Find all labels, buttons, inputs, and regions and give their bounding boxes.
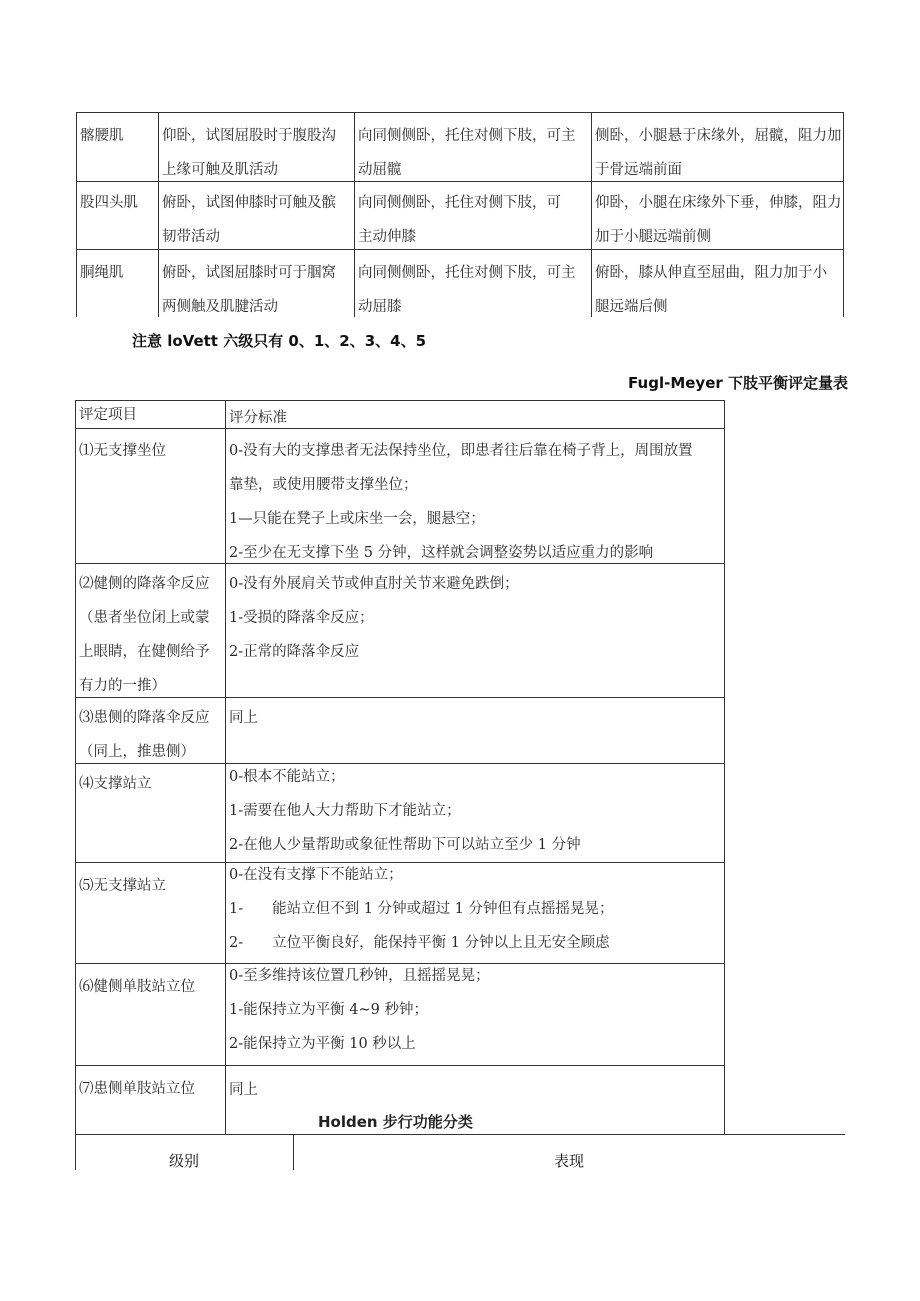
text-line: 于骨远端前面: [595, 162, 682, 178]
muscle-grade1: [162, 186, 336, 254]
text-line: 0-根本不能站立；: [229, 769, 345, 785]
text-line: 动屈膝: [358, 299, 402, 315]
text-line: 俯卧，试图伸膝时可触及髌: [162, 195, 336, 211]
text-line: ⑺患侧单肢站立位: [79, 1081, 195, 1097]
text-line: 韧带活动: [162, 229, 220, 245]
text-line: 同上: [229, 710, 258, 726]
table-border: [75, 428, 725, 429]
muscle-name: 髂腰肌: [80, 128, 124, 144]
column-header-criteria: 评分标准: [229, 410, 287, 426]
scoring-criteria: [229, 858, 614, 960]
text-line: 加于小腿远端前侧: [595, 229, 711, 245]
table-border: [225, 400, 226, 1135]
text-line: 仰卧，试图屈股时于腹股沟: [162, 128, 336, 144]
muscle-grade2: [358, 119, 576, 187]
holden-title: [318, 1111, 473, 1132]
text-line: ⑹健侧单肢站立位: [79, 979, 195, 995]
text-line: 2-至少在无支撑下坐 5 分钟，这样就会调整姿势以适应重力的影响: [229, 545, 654, 561]
muscle-grade3: [595, 186, 842, 254]
header-text: 评定项目: [79, 407, 137, 423]
column-header-performance: 表现: [553, 1152, 584, 1170]
text-line: 动屈髋: [358, 162, 402, 178]
text-line: ⑴无支撑坐位: [79, 443, 166, 459]
text-line: 2-正常的降落伞反应: [229, 644, 360, 660]
holden-title-text: Holden 步行功能分类: [318, 1113, 473, 1131]
scoring-criteria: [229, 701, 258, 735]
text-line: （同上，推患侧）: [79, 744, 195, 760]
table-border: [75, 1134, 845, 1135]
text-line: 2-在他人少量帮助或象征性帮助下可以站立至少 1 分钟: [229, 837, 581, 853]
text-line: 向同侧侧卧，托住对侧下肢，可主: [358, 128, 576, 144]
text-line: ⑷支撑站立: [79, 776, 152, 792]
assessment-item: [79, 767, 152, 801]
text-line: 有力的一推）: [79, 678, 166, 694]
scoring-criteria: [229, 567, 519, 669]
table-border: [76, 112, 844, 113]
table-border: [75, 1065, 725, 1066]
lovett-note: 注意 loVett 六级只有 0、1、2、3、4、5: [132, 332, 427, 350]
text-line: 上眼睛，在健侧给予: [79, 644, 210, 660]
text-line: 上缘可触及肌活动: [162, 162, 278, 178]
assessment-item: [79, 434, 166, 468]
text-line: 靠垫，或使用腰带支撑坐位；: [229, 477, 418, 493]
text-line: 俯卧，膝从伸直至屈曲，阻力加于小: [595, 265, 827, 281]
text-line: 2-能保持立为平衡 10 秒以上: [229, 1036, 416, 1052]
muscle-grade3: [595, 119, 842, 187]
text-line: 两侧触及肌腱活动: [162, 299, 278, 315]
scoring-criteria: [229, 434, 693, 570]
muscle-name: 股四头肌: [80, 195, 138, 211]
text-line: ⑸无支撑站立: [79, 878, 166, 894]
muscle-grade3: [595, 256, 827, 324]
assessment-item: [79, 567, 210, 703]
text-line: 1—只能在凳子上或床坐一会，腿悬空；: [229, 511, 485, 527]
text-line: 同上: [229, 1082, 258, 1098]
scoring-criteria: [229, 1073, 258, 1107]
text-line: 0-没有大的支撑患者无法保持坐位，即患者往后靠在椅子背上，周围放置: [229, 443, 693, 459]
muscle-grade2: [358, 256, 576, 324]
text-line: 1-需要在他人大力帮助下才能站立；: [229, 803, 461, 819]
scoring-criteria: [229, 760, 581, 862]
assessment-item: [79, 970, 195, 1004]
text-line: ⑵健侧的降落伞反应: [79, 576, 210, 592]
muscle-grade1: [162, 256, 336, 324]
assessment-item: [79, 869, 166, 903]
muscle-grade1: [162, 119, 336, 187]
table-border: [591, 112, 592, 317]
scoring-criteria: [229, 959, 490, 1061]
table-border: [76, 112, 77, 317]
table-border: [75, 400, 725, 401]
text-line: 1-受损的降落伞反应；: [229, 610, 374, 626]
muscle-grade2: [358, 186, 561, 254]
table-border: [354, 112, 355, 317]
column-header-item: [79, 398, 137, 432]
table-border: [158, 112, 159, 317]
text-line: 1-能保持立为平衡 4~9 秒钟；: [229, 1002, 428, 1018]
assessment-item: [79, 701, 210, 769]
column-header-level: 级别: [168, 1152, 199, 1170]
fugl-meyer-title: Fugl-Meyer 下肢平衡评定量表: [628, 374, 848, 392]
text-line: ⑶患侧的降落伞反应: [79, 710, 210, 726]
text-line: （患者坐位闭上或蒙: [79, 610, 210, 626]
text-line: 腿远端后侧: [595, 299, 668, 315]
table-border: [724, 400, 725, 1135]
text-line: 俯卧，试图屈膝时可于腘窝: [162, 265, 336, 281]
text-line: 侧卧，小腿悬于床缘外，屈髋，阻力加: [595, 128, 842, 144]
text-line: 向同侧侧卧，托住对侧下肢，可: [358, 195, 561, 211]
text-line: 1- 能站立但不到 1 分钟或超过 1 分钟但有点摇摇晃晃；: [229, 901, 614, 917]
text-line: 主动伸膝: [358, 229, 416, 245]
text-line: 2- 立位平衡良好，能保持平衡 1 分钟以上且无安全顾虑: [229, 935, 610, 951]
muscle-name: 胴绳肌: [80, 265, 124, 281]
text-line: 0-至多维持该位置几秒钟，且摇摇晃晃；: [229, 968, 490, 984]
text-line: 向同侧侧卧，托住对侧下肢，可主: [358, 265, 576, 281]
text-line: 仰卧，小腿在床缘外下垂，伸膝，阻力: [595, 195, 842, 211]
text-line: 0-没有外展肩关节或伸直肘关节来避免跌倒；: [229, 576, 519, 592]
assessment-item: [79, 1072, 195, 1106]
table-border: [75, 400, 76, 1135]
table-border: [843, 112, 844, 317]
text-line: 0-在没有支撑下不能站立；: [229, 867, 403, 883]
